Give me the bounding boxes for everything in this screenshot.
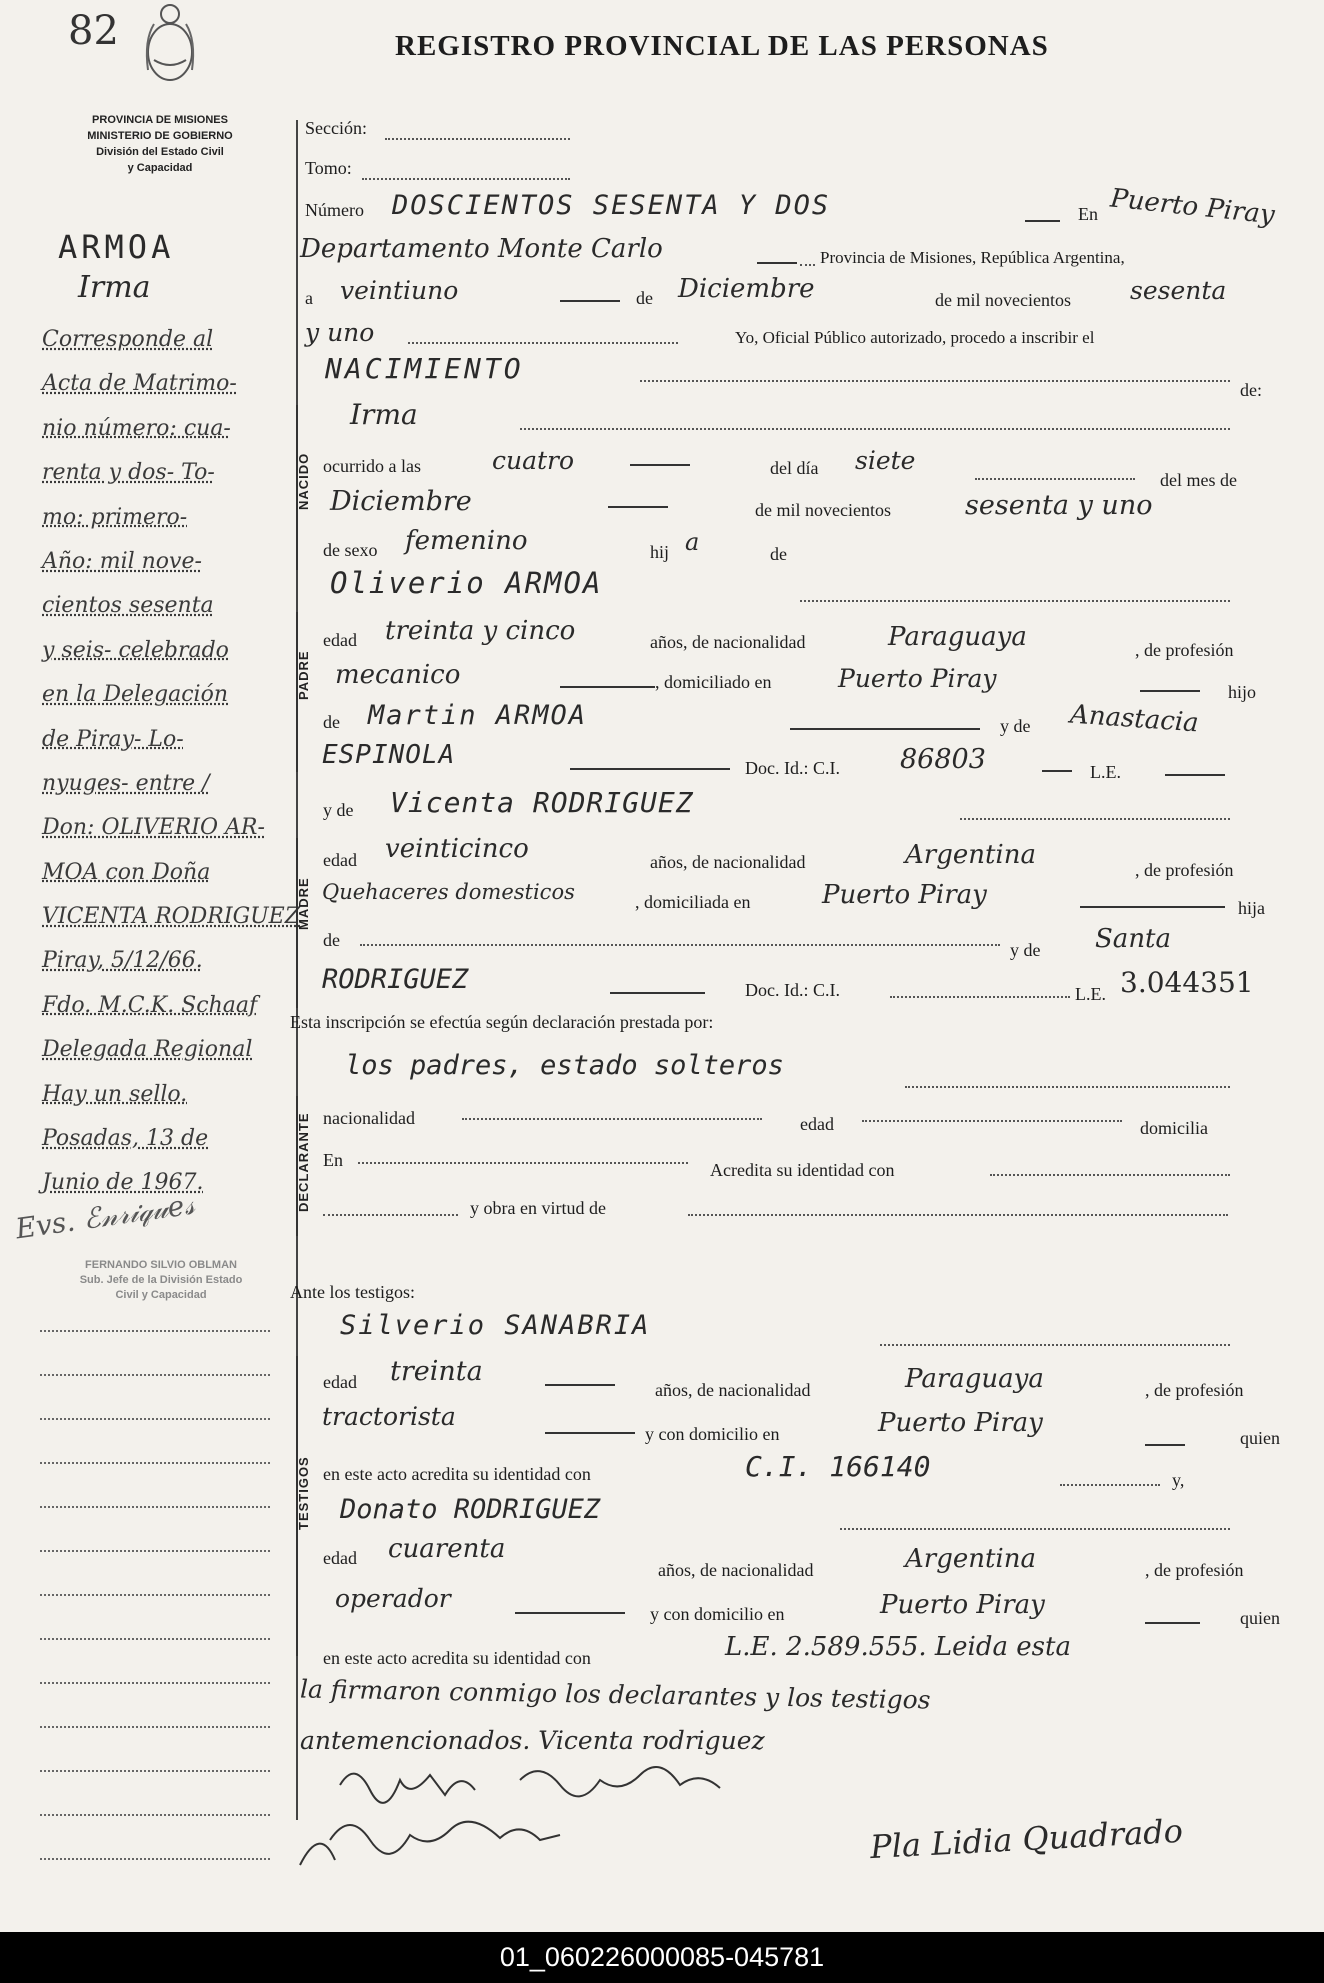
entry-mes: Diciembre (678, 274, 815, 304)
label-decl-nacionalidad: nacionalidad (323, 1108, 415, 1128)
entry-abuelo: Martin ARMOA (368, 700, 588, 731)
margin-note-line: Año: mil nove- (42, 548, 202, 574)
entry-hora: cuatro (492, 446, 575, 475)
margin-blank-line (40, 1374, 270, 1376)
label-padre-nac: años, de nacionalidad (650, 632, 806, 652)
label-decl-acredita: Acredita su identidad con (710, 1160, 895, 1180)
entry-t2-dom: Puerto Piray (880, 1590, 1045, 1620)
page-number: 82 (68, 8, 119, 54)
label-madre-y-de2: y de (1010, 940, 1041, 960)
margin-note-line: Delegada Regional (42, 1037, 253, 1063)
entry-t2-le: L.E. 2.589.555. Leida esta (725, 1632, 1071, 1662)
margin-blank-line (40, 1418, 270, 1420)
entry-nombre: Irma (350, 398, 418, 431)
entry-departamento: Departamento Monte Carlo (300, 234, 663, 264)
entry-declarantes: los padres, estado solteros (345, 1050, 784, 1081)
label-tomo: Tomo: (305, 158, 352, 178)
margin-note-line: MOA con Doña (42, 859, 211, 885)
entry-madre-dom: Puerto Piray (822, 880, 987, 910)
entry-t2-nac: Argentina (905, 1544, 1036, 1574)
margin-blank-line (40, 1726, 270, 1728)
entry-anio-nac: sesenta y uno (965, 490, 1153, 521)
label-padre-doc: Doc. Id.: C.I. (745, 758, 840, 778)
entry-anio1: sesenta (1130, 276, 1227, 305)
margin-note-line: Fdo. M.C.K. Schaaf (42, 992, 258, 1018)
entry-madre-le: 3.044351 (1120, 966, 1254, 999)
section-testigos: TESTIGOS (296, 1456, 311, 1530)
office-block: PROVINCIA DE MISIONES MINISTERIO DE GOBIERNO División del Estado Civil y Capacidad (87, 114, 233, 174)
label-hija: hija (1238, 898, 1265, 918)
entry-mes-nac: Diciembre (330, 486, 472, 517)
label-t1-acredita: en este acto acredita su identidad con (323, 1464, 591, 1484)
entry-t1-nac: Paraguaya (905, 1364, 1044, 1394)
entry-t2-edad: cuarenta (388, 1534, 506, 1564)
entry-numero: DOSCIENTOS SESENTA Y DOS (392, 190, 831, 221)
margin-note-line: cientos sesenta (42, 593, 214, 619)
label-numero: Número (305, 200, 364, 220)
margin-note-line: renta y dos- To- (42, 460, 215, 486)
margin-stamp: FERNANDO SILVIO OBLMAN Sub. Jefe de la División Estado Civil y Capacidad (79, 1259, 243, 1301)
label-t2-prof: , de profesión (1145, 1560, 1244, 1580)
entry-hij: a (685, 528, 700, 556)
margin-blank-line (40, 1594, 270, 1596)
margin-blank-line (40, 1550, 270, 1552)
label-de: de (636, 288, 653, 308)
label-madre-nac: años, de nacionalidad (650, 852, 806, 872)
label-madre-de: de (323, 930, 340, 950)
section-madre: MADRE (296, 877, 311, 930)
margin-note-line: mo: primero- (42, 504, 188, 530)
entry-madre-abuela-apellido: RODRIGUEZ (322, 964, 469, 995)
entry-padre-nombre: Oliverio ARMOA (330, 566, 603, 600)
label-ante: Ante los testigos: (290, 1282, 415, 1302)
label-oficial: Yo, Oficial Público autorizado, procedo a inscribir el (735, 328, 1095, 347)
label-t2-acredita: en este acto acredita su identidad con (323, 1648, 591, 1668)
margin-note-line: Hay un sello. (42, 1081, 188, 1107)
margin-note (42, 318, 301, 1206)
label-y-de: y de (1000, 716, 1031, 736)
label-madre-le: L.E. (1075, 984, 1106, 1004)
signatures-scribble (260, 1740, 960, 1880)
label-padre-dom: , domiciliado en (655, 672, 772, 692)
entry-abuela-apellido: ESPINOLA (322, 740, 456, 770)
label-del-dia: del día (770, 458, 819, 478)
section-declarante: DECLARANTE (296, 1112, 311, 1212)
margin-blank-line (40, 1858, 270, 1860)
margin-note-line: Acta de Matrimo- (42, 371, 237, 397)
entry-padre-nac: Paraguaya (888, 622, 1027, 652)
margin-blank-line (40, 1770, 270, 1772)
label-t2-edad: edad (323, 1548, 357, 1568)
label-declaracion: Esta inscripción se efectúa según declaración prestada por: (290, 1012, 714, 1032)
label-padre-de: de (323, 712, 340, 732)
entry-abuela: Anastacia (1069, 699, 1200, 739)
label-madre-doc: Doc. Id.: C.I. (745, 980, 840, 1000)
entry-padre-dom: Puerto Piray (838, 664, 997, 693)
margin-name: Irma (78, 270, 151, 305)
signature-oficial: Pla Lidia Quadrado (869, 1811, 1184, 1867)
label-t1-nac: años, de nacionalidad (655, 1380, 811, 1400)
margin-note-line: Don: OLIVERIO AR- (42, 815, 265, 841)
entry-testigo2: Donato RODRIGUEZ (340, 1494, 601, 1525)
entry-localidad: Puerto Piray (1108, 183, 1276, 231)
document-title: REGISTRO PROVINCIAL DE LAS PERSONAS (395, 30, 1049, 62)
document-id-footer: 01_060226000085-045781 (0, 1932, 1324, 1983)
label-t2-dom: y con domicilio en (650, 1604, 785, 1624)
label-hij: hij (650, 542, 670, 562)
section-padre: PADRE (296, 650, 311, 700)
label-t1-y: y, (1172, 1470, 1185, 1490)
margin-blank-line (40, 1682, 270, 1684)
entry-dia: veintiuno (340, 276, 459, 305)
entry-padre-prof: mecanico (335, 660, 461, 690)
label-t2-nac: años, de nacionalidad (658, 1560, 814, 1580)
margin-note-line: Corresponde al (42, 327, 214, 352)
margin-blank-line (40, 1814, 270, 1816)
margin-note-line: Junio de 1967. (42, 1170, 204, 1196)
label-sexo: de sexo (323, 540, 378, 560)
section-nacido: NACIDO (296, 452, 311, 510)
margin-note-line: nio número: cua- (42, 415, 231, 441)
margin-note-line: en la Delegación (42, 682, 229, 708)
label-mil-nov: de mil novecientos (755, 500, 891, 520)
label-t1-prof: , de profesión (1145, 1380, 1244, 1400)
margin-note-line: VICENTA RODRIGUEZ (42, 904, 301, 930)
label-madre-prof: , de profesión (1135, 860, 1234, 880)
label-hijo: hijo (1228, 682, 1257, 702)
label-decl-obra: y obra en virtud de (470, 1198, 606, 1218)
margin-note-line: y seis- celebrado (42, 637, 229, 663)
margin-note-line: Posadas, 13 de (42, 1126, 209, 1152)
entry-padre-edad: treinta y cinco (385, 616, 576, 646)
entry-t1-ci: C.I. 166140 (745, 1450, 931, 1483)
label-seccion: Sección: (305, 118, 367, 138)
entry-t1-dom: Puerto Piray (878, 1408, 1043, 1438)
margin-note-line: de Piray- Lo- (42, 726, 184, 752)
label-decl-domicilia: domicilia (1140, 1118, 1208, 1138)
label-a: a (305, 288, 313, 308)
label-t1-quien: quien (1240, 1428, 1280, 1448)
label-padre-le: L.E. (1090, 762, 1121, 782)
margin-signature: Evs. ℰ𝓃𝓇𝒾𝓆𝓊𝑒𝓈 (13, 1187, 197, 1246)
entry-cierre2: antemencionados. Vicenta rodriguez (300, 1726, 765, 1755)
label-t1-dom: y con domicilio en (645, 1424, 780, 1444)
entry-madre-nac: Argentina (905, 840, 1036, 870)
label-de-hij: de (770, 544, 787, 564)
label-provincia: Provincia de Misiones, República Argentina, (820, 248, 1125, 267)
label-de-colon: de: (1240, 380, 1262, 400)
label-madre-dom: , domiciliada en (635, 892, 751, 912)
entry-padre-ci: 86803 (900, 744, 986, 775)
label-t1-edad: edad (323, 1372, 357, 1392)
entry-anio2: y uno (305, 318, 375, 347)
margin-blank-line (40, 1330, 270, 1332)
entry-t1-edad: treinta (390, 1356, 483, 1387)
label-padre-prof: , de profesión (1135, 640, 1234, 660)
label-padre-edad: edad (323, 630, 357, 650)
entry-madre-edad: veinticinco (385, 834, 529, 864)
label-de-mil: de mil novecientos (935, 290, 1071, 310)
label-decl-en: En (323, 1150, 343, 1170)
label-t2-quien: quien (1240, 1608, 1280, 1628)
label-decl-edad: edad (800, 1114, 834, 1134)
margin-blank-line (40, 1462, 270, 1464)
margin-surname: ARMOA (58, 228, 175, 266)
label-del-mes: del mes de (1160, 470, 1237, 490)
label-en: En (1078, 204, 1098, 224)
entry-sexo: femenino (405, 526, 528, 556)
margin-note-line: Piray, 5/12/66. (42, 948, 203, 974)
entry-madre-abuela: Santa (1095, 924, 1172, 954)
label-madre-edad: edad (323, 850, 357, 870)
entry-tipo: NACIMIENTO (325, 352, 524, 385)
entry-cierre1: la firmaron conmigo los declarantes y los testigos (299, 1674, 931, 1715)
entry-t2-prof: operador (335, 1584, 451, 1613)
label-madre-y-de: y de (323, 800, 354, 820)
margin-blank-line (40, 1638, 270, 1640)
margin-blank-line (40, 1506, 270, 1508)
coat-of-arms-icon (140, 0, 200, 100)
entry-dia-nac: siete (855, 446, 916, 475)
entry-testigo1: Silverio SANABRIA (340, 1310, 651, 1341)
entry-madre-nombre: Vicenta RODRIGUEZ (390, 786, 694, 819)
label-ocurrido: ocurrido a las (323, 456, 421, 476)
margin-note-line: nyuges- entre / (42, 770, 210, 796)
entry-t1-prof: tractorista (322, 1402, 456, 1431)
entry-madre-prof: Quehaceres domesticos (322, 880, 575, 904)
